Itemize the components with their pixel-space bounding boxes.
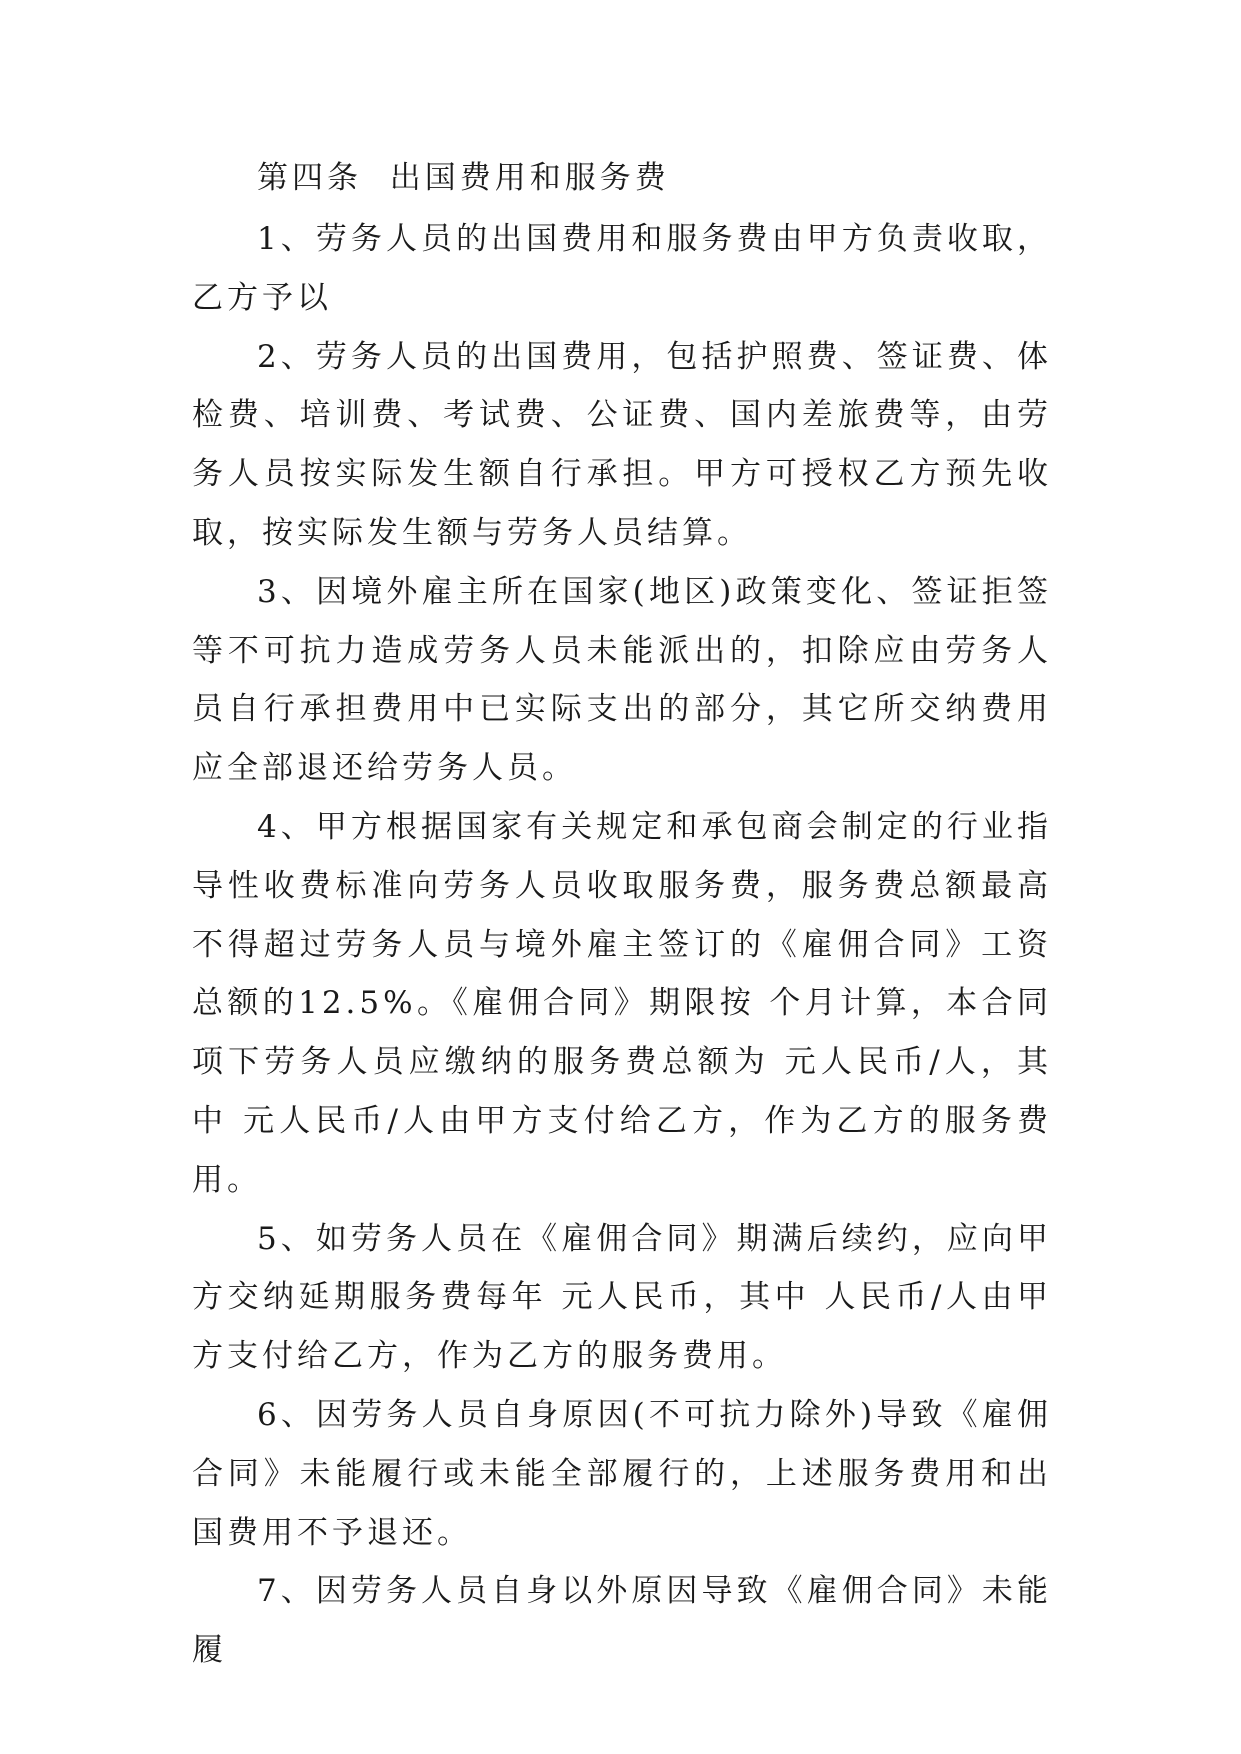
document-page (192, 146, 1052, 1680)
clause-1: 1、劳务人员的出国费用和服务费由甲方负责收取，乙方予以 (192, 221, 1052, 316)
clause-6: 6、因劳务人员自身原因(不可抗力除外)导致《雇佣合同》未能履行或未能全部履行的，上述服务费用和出国费用不予退还。 (192, 1396, 1052, 1551)
clause-4: 4、甲方根据国家有关规定和承包商会制定的行业指导性收费标准向劳务人员收取服务费，服务费总额最高不得超过劳务人员与境外雇主签订的《雇佣合同》工资总额的12.5%。《雇佣合同》期限按 个月计算，本合同项下劳务人员应缴纳的服务费总额为 元人民币/人，其中 元人民币/人由甲方支付给乙方，作为乙方的服务费用。 (192, 808, 1052, 1198)
clause-5: 5、如劳务人员在《雇佣合同》期满后续约，应向甲方交纳延期服务费每年 元人民币，其中 人民币/人由甲方支付给乙方，作为乙方的服务费用。 (192, 1220, 1052, 1375)
clause-7: 7、因劳务人员自身以外原因导致《雇佣合同》未能履 (192, 1573, 1052, 1669)
article-heading: 第四条 出国费用和服务费 (257, 160, 670, 196)
clause-2: 2、劳务人员的出国费用，包括护照费、签证费、体检费、培训费、考试费、公证费、国内差旅费等，由劳务人员按实际发生额自行承担。甲方可授权乙方预先收取，按实际发生额与劳务人员结算。 (192, 338, 1052, 551)
clause-3: 3、因境外雇主所在国家(地区)政策变化、签证拒签等不可抗力造成劳务人员未能派出的，扣除应由劳务人员自行承担费用中已实际支出的部分，其它所交纳费用应全部退还给劳务人员。 (192, 573, 1052, 787)
